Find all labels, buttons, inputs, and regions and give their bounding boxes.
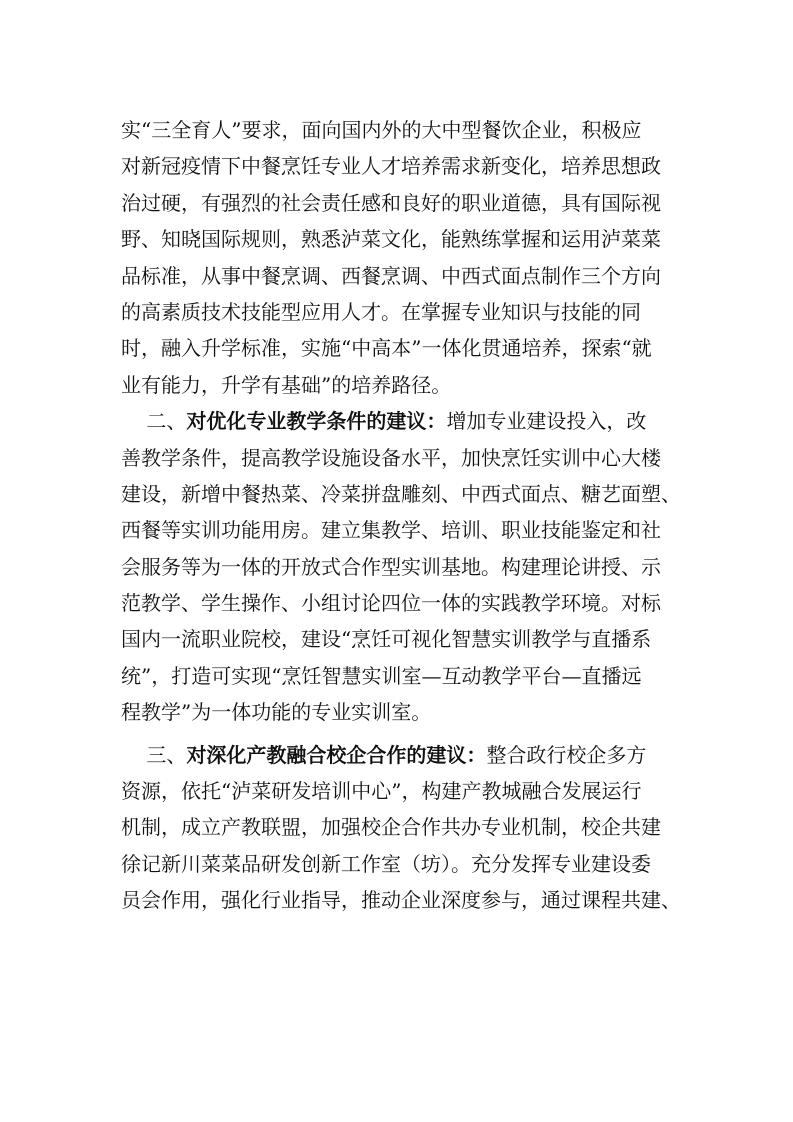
text-line: 徐记新川菜菜品研发创新工作室（坊）。充分发挥专业建设委 [121, 851, 651, 876]
text-line: 资源，依托“泸菜研发培训中心”，构建产教城融合发展运行 [121, 779, 642, 804]
text-line: 野、知晓国际规则，熟悉泸菜文化，能熟练掌握和运用泸菜菜 [121, 227, 661, 252]
text-line: 西餐等实训功能用房。建立集教学、培训、职业技能鉴定和社 [121, 518, 661, 543]
text-line: 善教学条件，提高教学设施设备水平，加快烹饪实训中心大楼 [121, 445, 661, 470]
paragraph-3 [121, 737, 701, 919]
text-line: 的高素质技术技能型应用人才。在掌握专业知识与技能的同 [121, 299, 641, 324]
text-line: 程教学”为一体功能的专业实训室。 [121, 700, 432, 725]
text-line: 统”，打造可实现“烹饪智慧实训室—互动教学平台—直播远 [121, 663, 642, 688]
paragraph-2 [121, 403, 701, 731]
section-number: 三、 [121, 742, 187, 767]
text-line: 机制，成立产教联盟，加强校企合作共办专业机制，校企共建 [121, 815, 661, 840]
text-line: 对新冠疫情下中餐烹饪专业人才培养需求新变化，培养思想政 [121, 154, 661, 179]
text-line: 治过硬，有强烈的社会责任感和良好的职业道德，具有国际视 [121, 190, 661, 215]
paragraph-2-first-line [121, 403, 701, 439]
section-number: 二、 [121, 409, 187, 434]
text-run: 增加专业建设投入，改 [446, 409, 647, 434]
text-line: 会服务等为一体的开放式合作型实训基地。构建理论讲授、示 [121, 554, 661, 579]
section-heading: 对优化专业教学条件的建议： [186, 409, 447, 434]
text-line: 员会作用，强化行业指导，推动企业深度参与，通过课程共建、 [121, 888, 681, 913]
text-line: 时，融入升学标准，实施“中高本”一体化贯通培养，探索“就 [121, 336, 652, 361]
text-line: 实“三全育人”要求，面向国内外的大中型餐饮企业，积极应 [121, 118, 642, 142]
paragraph-1 [121, 112, 701, 403]
section-heading: 对深化产教融合校企合作的建议： [186, 742, 487, 767]
paragraph-3-first-line [121, 737, 701, 773]
text-line: 范教学、学生操作、小组讨论四位一体的实践教学环境。对标 [121, 591, 661, 616]
text-run: 整合政行校企多方 [486, 742, 647, 767]
text-line: 业有能力，升学有基础”的培养路径。 [121, 372, 452, 397]
text-line: 国内一流职业院校，建设“烹饪可视化智慧实训教学与直播系 [121, 627, 652, 652]
text-line: 品标准，从事中餐烹调、西餐烹调、中西式面点制作三个方向 [121, 263, 661, 288]
document-body [121, 112, 701, 919]
text-line: 建设，新增中餐热菜、冷菜拼盘雕刻、中西式面点、糖艺面塑、 [121, 481, 681, 506]
